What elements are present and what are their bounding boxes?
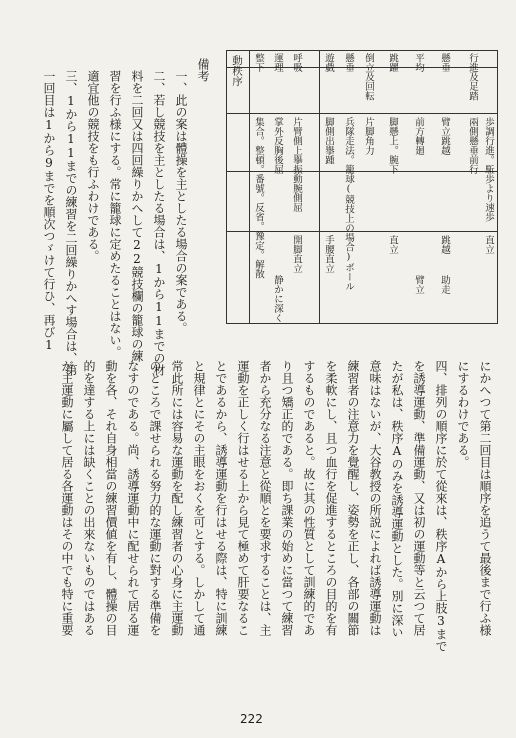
body-line: 四、排列の順序に於て從來は、秩序Aから上肢3まで bbox=[434, 360, 448, 652]
table-rule bbox=[227, 113, 497, 114]
body-line: なすのである。尚、誘導運動中に配せられて居る運 bbox=[126, 360, 140, 636]
page-number: 222 bbox=[240, 712, 263, 726]
body-line: を誘導運動、準備運動、又は初の運動等と云つて居 bbox=[412, 360, 426, 636]
table-cell: 脚側出擧踵 bbox=[323, 117, 334, 165]
table-rule bbox=[227, 67, 497, 68]
body-line: 常此所には容易な運動を配し練習者の心身に主運動 bbox=[170, 360, 184, 636]
body-line: 意味はないが、大谷教授の所説によれば誘導運動は bbox=[368, 360, 382, 636]
table-header: 平均 bbox=[413, 53, 424, 72]
body-line: するものであると。故に其の性質として訓練的であ bbox=[302, 360, 316, 636]
body-line: とであるから、誘導運動を行はせる際は、特に訓練 bbox=[214, 360, 228, 636]
table-cell: 直立 bbox=[483, 235, 494, 254]
table-header: 呼吸 bbox=[291, 53, 302, 72]
table-rule bbox=[319, 51, 320, 323]
table-cell: 臂立跳越 bbox=[439, 117, 450, 155]
body-line: 的を達する上には缺くことの出來ないものではある bbox=[82, 360, 96, 636]
table-cell: 集合。整頓。番號。反省。豫定。解散 bbox=[253, 117, 264, 279]
note-line: 一回目は1から9までを順次つゞけて行ひ、再び1 bbox=[42, 70, 56, 352]
body-line: たが私は、秩序Aのみを誘導運動とした。別に深い bbox=[390, 360, 404, 638]
body-line: と規律とにその主眼をおくを可とする。しかして通 bbox=[192, 360, 206, 636]
note-line: 料を二回又は四回繰りかへして22競技欄の籠球の練 bbox=[130, 70, 144, 362]
table-cell: 兩側懸垂前行 bbox=[467, 117, 478, 174]
body-line: 練習者の注意力を覺醒し、姿勢を正し、各部の關節 bbox=[346, 360, 360, 636]
table-cell: 臂立 bbox=[413, 275, 424, 294]
table-cell: 片脚角力 bbox=[363, 117, 374, 155]
body-line: り且つ矯正的である。即ち課業の始めに當つて練習 bbox=[280, 360, 294, 636]
note-line: 三、1から11までの練習を二回繰りかへす場合は、第 bbox=[64, 70, 78, 376]
table-cell: 前方轉廻 bbox=[413, 117, 424, 155]
note-line: 一、此の案は體操を主としたる場合の案である。 bbox=[174, 70, 188, 334]
table-rule bbox=[249, 51, 250, 323]
table-cell: 手腰直立 bbox=[323, 235, 334, 273]
table-cell: 歩調行進。駈歩より速歩 bbox=[483, 117, 494, 222]
table-cell: 静かに深く bbox=[272, 275, 283, 323]
table-header: 運理 bbox=[272, 53, 283, 72]
exercise-table bbox=[226, 50, 498, 324]
body-line: を柔軟にし、且つ血行を促進するところの目的を有 bbox=[324, 360, 338, 636]
body-line: のところで課せられる努力的な運動に對する準備を bbox=[148, 360, 162, 636]
table-rule bbox=[227, 231, 497, 232]
body-line: が主運動に屬して居る各運動はその中でも特に重要 bbox=[60, 360, 74, 636]
table-cell: 脚懸上。腕下 bbox=[387, 117, 398, 174]
note-line: 習を行ふ様にする。常に籠球に定めたることはない。 bbox=[108, 70, 122, 358]
body-line: にするわけである。 bbox=[456, 360, 470, 468]
table-row-label: 動秩序 bbox=[231, 55, 243, 87]
table-cell: 兵隊走法。籠球(競技上の場合)ボール bbox=[343, 117, 354, 291]
body-line: 者から充分なる注意と從順とを要求することは、主 bbox=[258, 360, 272, 636]
note-line: 適宜他の競技をも行ふわけである。 bbox=[86, 70, 100, 262]
table-header: 懸垂 bbox=[343, 53, 354, 72]
notes-title: 備考 bbox=[196, 58, 210, 82]
table-header: 跳躍 bbox=[387, 53, 398, 72]
table-cell: 掌外反胸後屈 bbox=[272, 117, 283, 174]
table-header: 遊戯 bbox=[323, 53, 334, 72]
table-header: 懸垂 bbox=[439, 53, 450, 72]
table-rule bbox=[227, 171, 497, 172]
body-line: 運動を正しく行はせる上から見て極めて肝要なるこ bbox=[236, 360, 250, 636]
table-header: 行進及足踏 bbox=[467, 53, 478, 101]
table-cell: 跳越 bbox=[439, 235, 450, 254]
table-cell: 直立 bbox=[387, 235, 398, 254]
table-header: 倒立及回転 bbox=[363, 53, 374, 101]
body-line: 動を各、それ自身相當の練習價値を有し、體操の目 bbox=[104, 360, 118, 636]
note-line: 二、若し競技を主としたる場合は、1から11までの材 bbox=[152, 70, 166, 376]
table-cell: 片臂側上擧振動腕側屈 bbox=[291, 117, 302, 212]
table-header: 整下 bbox=[253, 53, 264, 72]
body-line: にかへつて第二回目は順序を追うて最後まで行ふ様 bbox=[478, 360, 492, 636]
table-cell: 開脚直立 bbox=[291, 235, 302, 273]
table-cell: 助走 bbox=[439, 275, 450, 294]
